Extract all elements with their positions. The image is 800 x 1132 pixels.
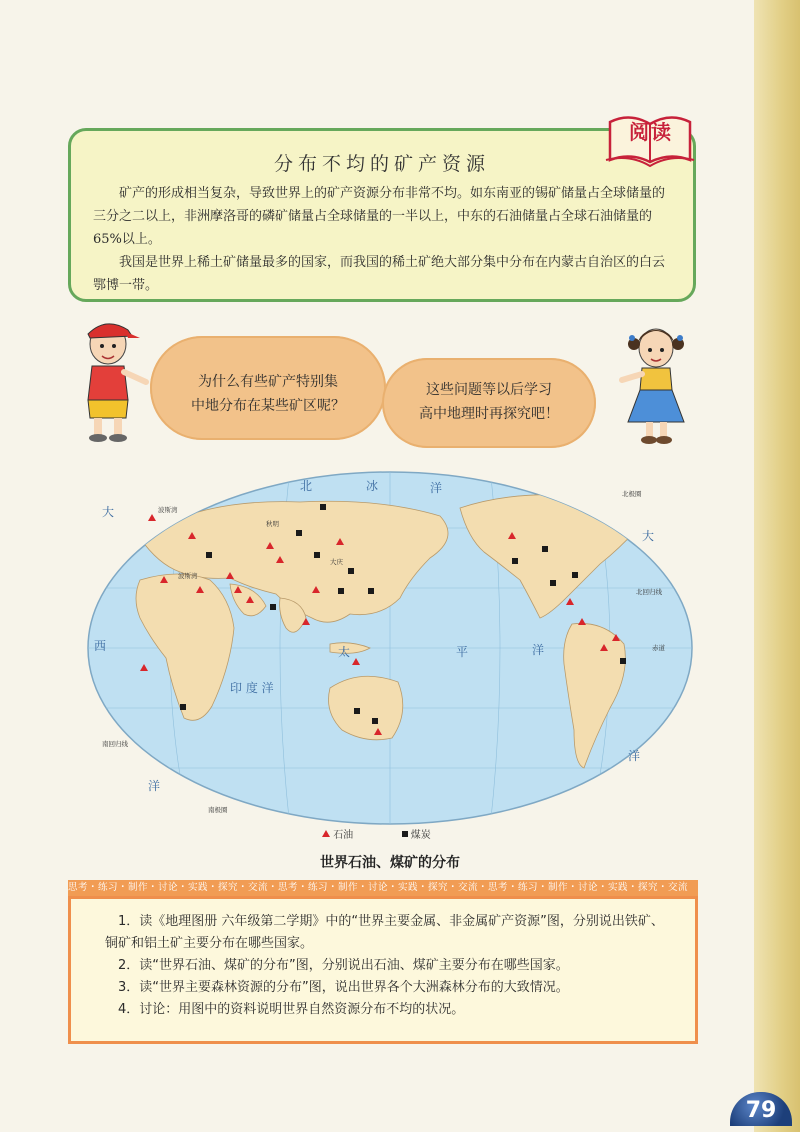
label-place-2: 秋明 <box>266 520 279 528</box>
reading-badge: 阅读 <box>629 120 673 144</box>
label-ocean-s: 洋 <box>148 779 161 793</box>
exercise-item-1: 1．读《地理图册 六年级第二学期》中的“世界主要金属、非金属矿产资源”图，分别说出铁矿、铜矿和铝土矿主要分布在哪些国家。 <box>105 914 664 951</box>
label-atlantic-e: 大 <box>642 529 655 543</box>
girl-line-1: 这些问题等以后学习 <box>426 382 552 398</box>
label-arctic-2: 冰 <box>366 479 379 493</box>
coal-marker <box>550 580 556 586</box>
reading-box <box>68 128 696 302</box>
label-pacific-1: 太 <box>338 645 351 659</box>
coal-legend-icon <box>402 831 408 837</box>
legend-coal-label: 煤炭 <box>410 830 431 841</box>
label-place-3: 大庆 <box>330 558 343 566</box>
boy-speech-text <box>150 370 386 418</box>
label-indian: 印 度 洋 <box>230 681 274 695</box>
girl-character <box>612 318 696 446</box>
exercise-item-2: 2．读“世界石油、煤矿的分布”图，分别说出石油、煤矿主要分布在哪些国家。 <box>118 958 569 973</box>
coal-marker <box>572 572 578 578</box>
legend-oil-label: 石油 <box>333 830 354 841</box>
exercise-item-4: 4．讨论：用图中的资料说明世界自然资源分布不均的状况。 <box>118 1002 465 1017</box>
label-tropic-capricorn: 南回归线 <box>102 740 128 748</box>
map-caption: 世界石油、煤矿的分布 <box>320 855 460 871</box>
exercise-item-3: 3．读“世界主要森林资源的分布”图，说出世界各个大洲森林分布的大致情况。 <box>118 980 569 995</box>
label-place-1: 波斯湾 <box>158 506 178 514</box>
girl-speech-text <box>382 378 596 426</box>
label-equator: 赤道 <box>652 644 665 652</box>
coal-marker <box>620 658 626 664</box>
label-antarctic-circle: 南极圈 <box>208 806 228 814</box>
oil-marker <box>148 514 156 521</box>
label-arctic-circle: 北极圈 <box>622 490 642 498</box>
activity-strip: 思考・练习・制作・讨论・实践・探究・交流・思考・练习・制作・讨论・实践・探究・交流・思考・练习・制作・讨论・实践・探究・交流 <box>68 880 698 896</box>
label-atlantic-w: 大 <box>102 505 115 519</box>
coal-marker <box>368 588 374 594</box>
reading-paragraph-2: 我国是世界上稀土矿储量最多的国家，而我国的稀土矿绝大部分集中分布在内蒙古自治区的白云鄂博一带。 <box>93 255 666 293</box>
page-number: 79 <box>730 1092 792 1126</box>
boy-character <box>66 316 156 444</box>
label-place-4: 波斯湾 <box>178 572 198 580</box>
coal-marker <box>348 568 354 574</box>
coal-marker <box>512 558 518 564</box>
label-ocean-se: 洋 <box>628 749 641 763</box>
reading-title: 分布不均的矿产资源 <box>273 153 490 175</box>
coal-marker <box>354 708 360 714</box>
boy-line-1: 为什么有些矿产特别集 <box>198 374 338 390</box>
continents <box>80 468 700 828</box>
coal-marker <box>314 552 320 558</box>
label-tropic-cancer: 北回归线 <box>636 588 662 596</box>
reading-paragraph-1: 矿产的形成相当复杂，导致世界上的矿产资源分布非常不均。如东南亚的锡矿储量占全球储量的三分之二以上，非洲摩洛哥的磷矿储量占全球储量的一半以上，中东的石油储量占全球石油储量的65%以上。 <box>93 186 666 247</box>
boy-line-2: 中地分布在某些矿区呢？ <box>191 398 345 414</box>
label-pacific-3: 洋 <box>532 643 545 657</box>
coal-marker <box>296 530 302 536</box>
coal-marker <box>180 704 186 710</box>
oil-legend-icon <box>322 830 330 837</box>
label-arctic-3: 洋 <box>430 481 443 495</box>
label-arctic-1: 北 <box>300 479 313 493</box>
coal-marker <box>372 718 378 724</box>
coal-marker <box>542 546 548 552</box>
coal-marker <box>338 588 344 594</box>
map-legend <box>322 826 431 841</box>
exercise-box <box>68 896 698 1044</box>
world-map <box>80 468 700 828</box>
label-atlantic-w2: 西 <box>94 639 107 653</box>
girl-line-2: 高中地理时再探究吧！ <box>419 406 559 422</box>
coal-marker <box>320 504 326 510</box>
page-edge <box>754 0 800 1132</box>
coal-marker <box>206 552 212 558</box>
coal-marker <box>270 604 276 610</box>
label-pacific-2: 平 <box>456 645 469 659</box>
